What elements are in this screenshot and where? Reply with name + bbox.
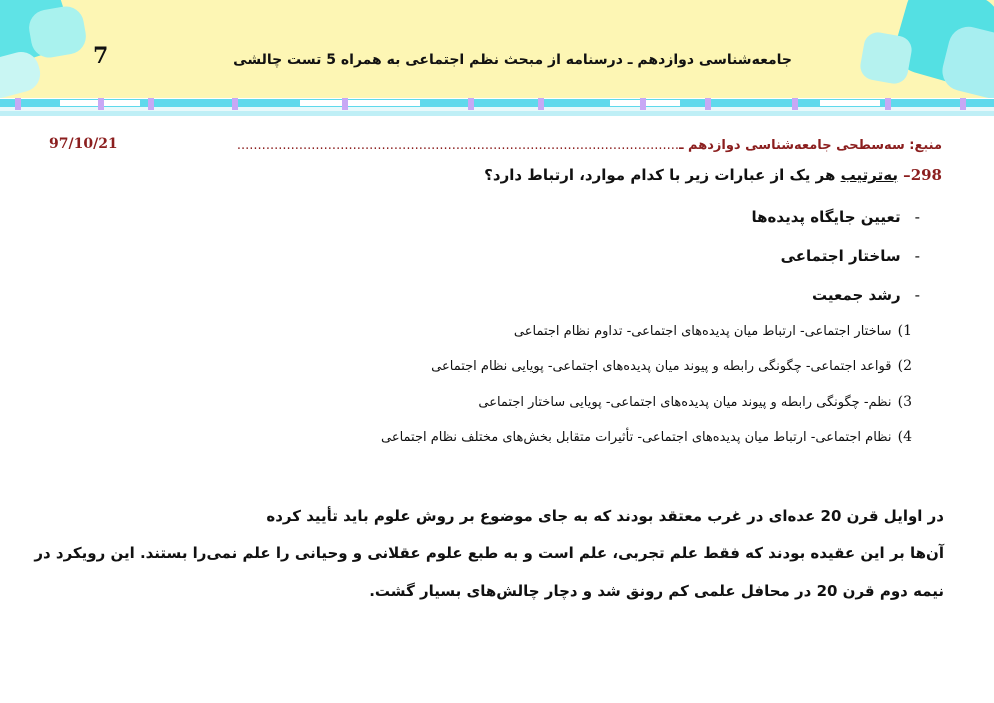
option-text: ساختار اجتماعی- ارتباط میان پدیده‌های اجتماعی- تداوم نظام اجتماعی (513, 324, 892, 339)
header-band (0, 0, 994, 98)
list-item (812, 286, 920, 304)
page-title: جامعه‌شناسی دوازدهم ـ درسنامه از مبحث نظم اجتماعی به همراه 5 تست چالشی (233, 52, 792, 68)
bullet-dash: - (914, 247, 920, 265)
option-number: 1) (897, 323, 912, 339)
option-text: قواعد اجتماعی- چگونگی رابطه و پیوند میان پدیده‌های اجتماعی- پویایی نظام اجتماعی (431, 359, 892, 374)
question-dash: – (897, 166, 911, 184)
source-dots: ........................................................................................................... (236, 138, 680, 153)
question-underlined-word: به‌ترتیب (840, 166, 898, 184)
option-text: نظام اجتماعی- ارتباط میان پدیده‌های اجتماعی- تأثیرات متقابل بخش‌های مختلف نظام اجتماعی (380, 430, 892, 445)
answer-option-2[interactable] (431, 358, 912, 374)
source-label: منبع: سه‌سطحی جامعه‌شناسی دوازدهم ـ (679, 138, 942, 153)
question-stem (484, 166, 942, 184)
list-item (752, 208, 920, 226)
page-content (0, 120, 994, 703)
answer-option-3[interactable] (478, 394, 912, 410)
option-number: 3) (897, 394, 912, 410)
question-number: 298 (910, 166, 942, 184)
option-number: 4) (897, 429, 912, 445)
decorative-shape (858, 30, 914, 86)
bullet-text: ساختار اجتماعی (780, 247, 901, 265)
paragraph-line: در اوایل قرن 20 عده‌ای در غرب معتقد بودند که به جای موضوع بر روش علوم باید تأیید کرده (266, 507, 944, 525)
page-number: 7 (93, 43, 109, 69)
bullet-dash: - (914, 208, 920, 226)
option-number: 2) (897, 358, 912, 374)
list-item (781, 247, 920, 265)
bullet-text: رشد جمعیت (811, 286, 901, 304)
decorative-shape (26, 4, 88, 61)
paragraph-line: نیمه دوم قرن 20 در محافل علمی کم رونق شد و دچار چالش‌های بسیار گشت. (369, 582, 944, 600)
source-date: 97/10/21 (49, 136, 122, 152)
bullet-dash: - (914, 286, 920, 304)
answer-option-4[interactable] (381, 429, 912, 445)
decorative-stripe (0, 98, 994, 120)
question-text: هر یک از عبارات زیر با کدام موارد، ارتباط دارد؟ (484, 166, 841, 184)
bullet-text: تعیین جایگاه پدیده‌ها (751, 208, 901, 226)
answer-option-1[interactable] (514, 323, 912, 339)
paragraph-line: آن‌ها بر این عقیده بودند که فقط علم تجربی، علم است و به طبع علوم عقلانی و وحیانی را علم نمی‌را بستند. این رویکرد در (34, 544, 944, 562)
option-text: نظم- چگونگی رابطه و پیوند میان پدیده‌های اجتماعی- پویایی ساختار اجتماعی (478, 395, 892, 410)
source-line (49, 138, 942, 158)
